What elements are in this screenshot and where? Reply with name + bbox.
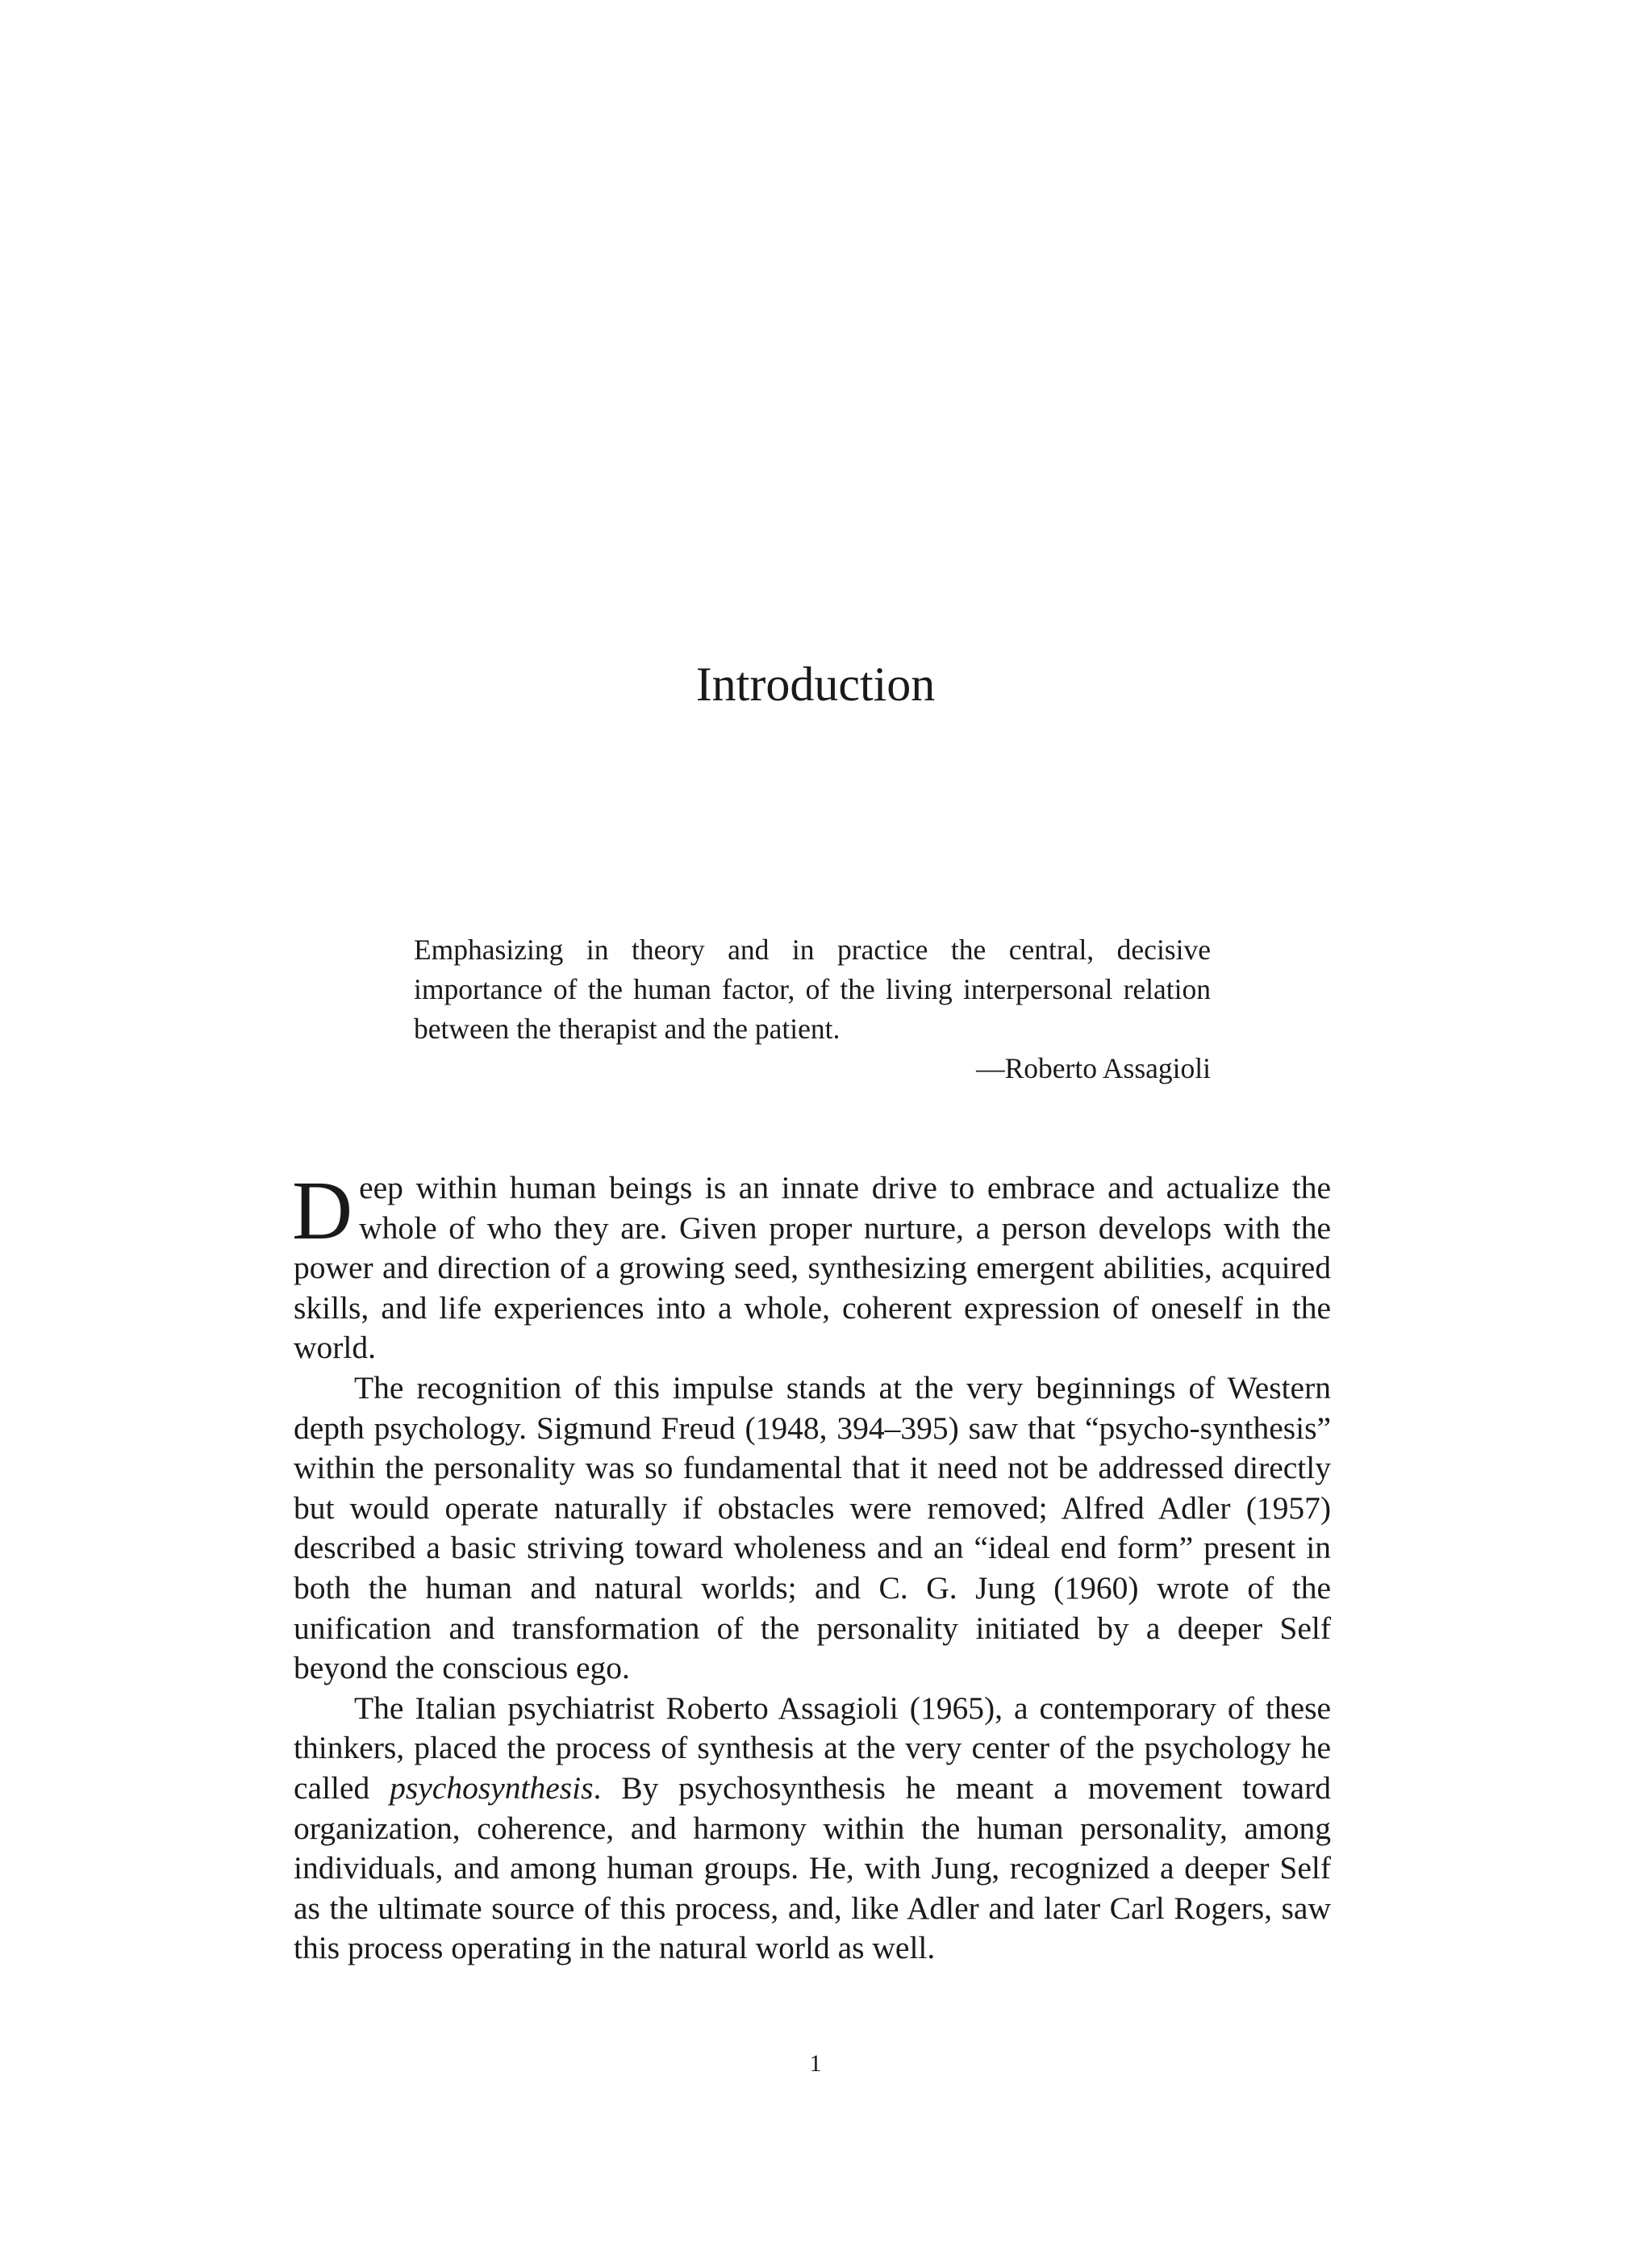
paragraph-3-text-before: The Italian psychiatrist Roberto Assagioli (1965), a contemporary of these thinkers, placed the process of synthesis at the very center of the psychology he called: [294, 1690, 1331, 1806]
paragraph-1-text: eep within human beings is an innate drive to embrace and actualize the whole of who they are. Given proper nurture, a person develops with the power and direction of a growing seed, synthesizing emergent abilities, acquired skills, and life experiences into a whole, coherent expression of oneself in the world.: [294, 1170, 1331, 1366]
paragraph-3-emphasis: psychosynthesis: [390, 1769, 594, 1806]
chapter-title: Introduction: [695, 658, 936, 711]
drop-cap: D: [292, 1164, 353, 1257]
paragraph-3: [294, 1689, 1331, 1969]
epigraph: [414, 930, 1211, 1088]
paragraph-2: The recognition of this impulse stands at the very beginnings of Western depth psychology. Sigmund Freud (1948, 394–395) saw that “psycho-synthesis” within the personality was so fundamental that it need not be addressed directly but would operate naturally if obstacles were removed; Alfred Adler (1957) described a basic striving toward wholeness and an “ideal end form” present in both the human and natural worlds; and C. G. Jung (1960) wrote of the unification and transformation of the personality initiated by a deeper Self beyond the conscious ego.: [294, 1369, 1331, 1686]
paragraph-1: [292, 1164, 1331, 1368]
epigraph-attribution: —Roberto Assagioli: [976, 1052, 1211, 1084]
paragraph-3-text-after: . By psychosynthesis he meant a movement toward organization, coherence, and harmony within the human personality, among individuals, and among human groups. He, with Jung, recognized a deeper Self as the ultimate source of this process, and, like Adler and later Carl Rogers, saw this process operating in the natural world as well.: [294, 1769, 1331, 1966]
epigraph-quote: Emphasizing in theory and in practice the central, decisive importance of the human factor, of the living interpersonal relation between the therapist and the patient.: [414, 934, 1211, 1045]
body-text: [292, 1164, 1331, 1969]
page-number: 1: [809, 2050, 822, 2077]
